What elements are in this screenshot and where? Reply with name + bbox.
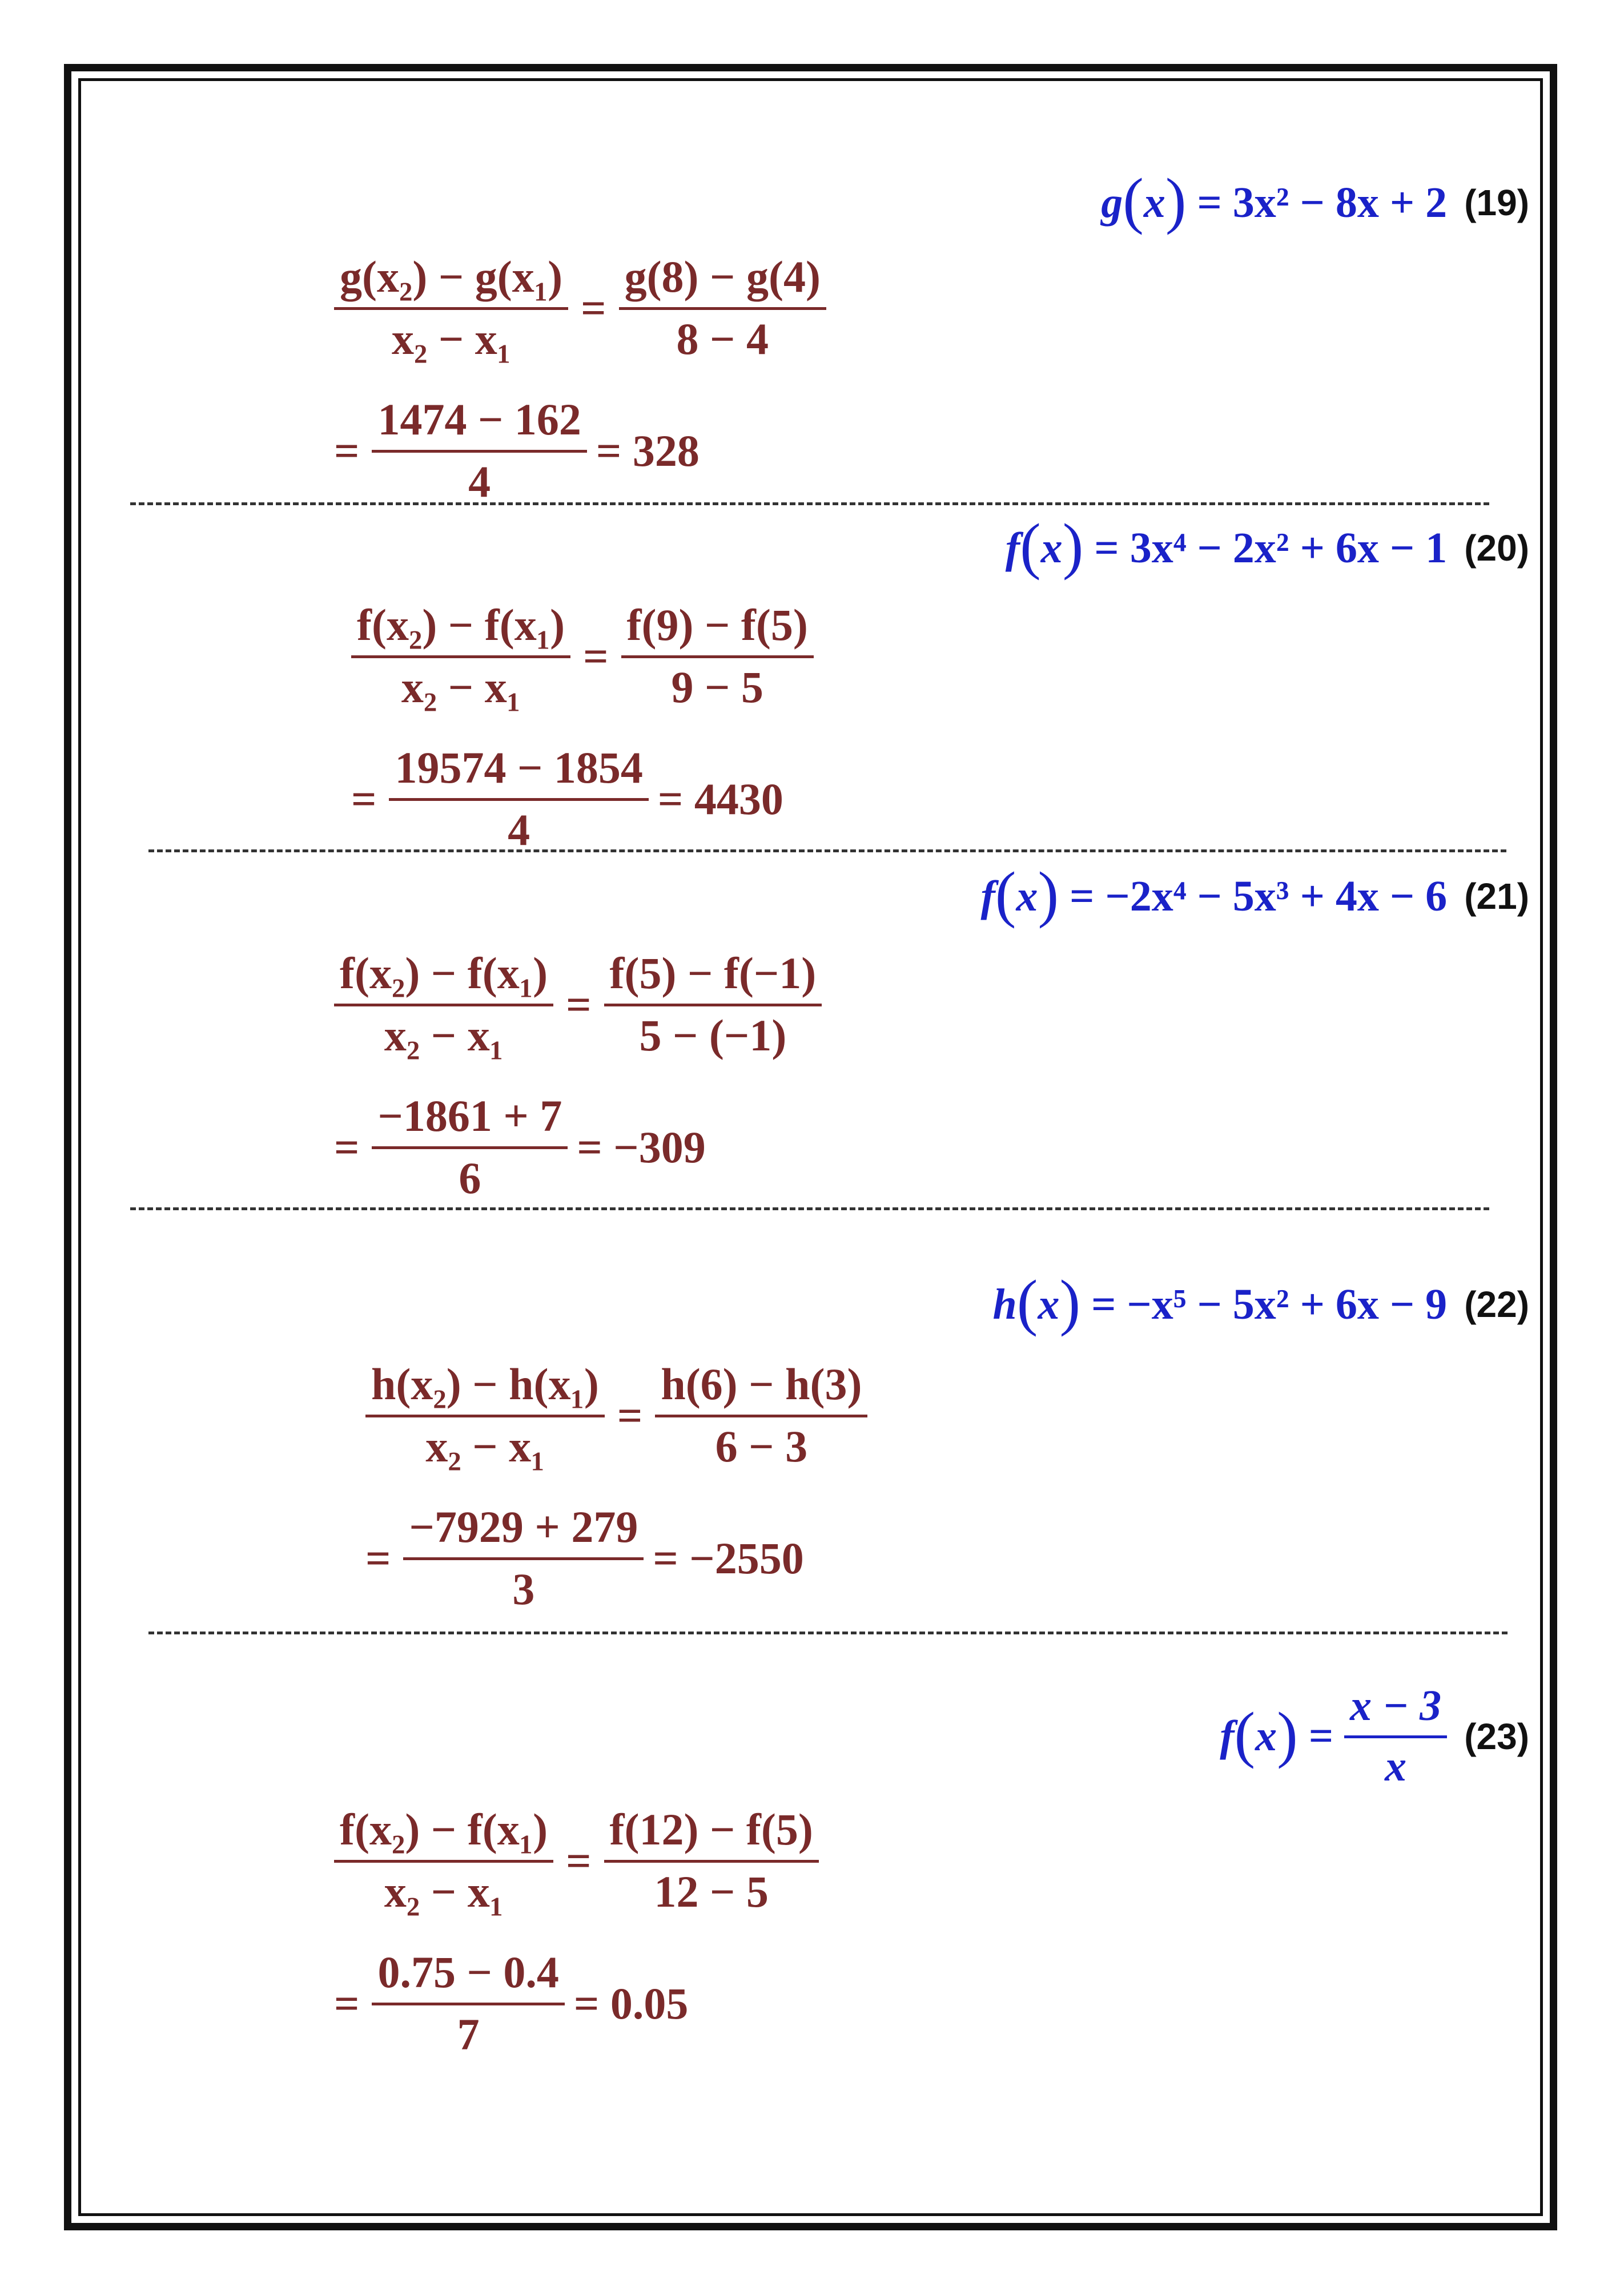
calc-numerator: −1861 + 7 <box>372 1090 568 1149</box>
result: = −2550 <box>653 1533 804 1583</box>
equals-sign: = <box>581 283 606 333</box>
problem-number: (21) <box>1464 876 1529 917</box>
problem-number: (23) <box>1464 1715 1529 1757</box>
rhs-denominator: 9 − 5 <box>671 662 763 712</box>
equals-sign: = <box>365 1533 391 1583</box>
lhs-fraction <box>351 599 570 713</box>
calc-denominator: 4 <box>508 805 530 855</box>
function-name: f <box>1005 523 1020 572</box>
rhs-fraction <box>604 1804 819 1918</box>
equals-sign: = <box>566 1835 592 1886</box>
calc-denominator: 7 <box>457 2009 480 2059</box>
function-rhs: = −x⁵ − 5x² + 6x − 9 <box>1091 1280 1448 1328</box>
lhs-numerator: g(x₂) − g(x₁) <box>334 251 568 310</box>
problem-20-calculation <box>351 742 783 856</box>
equals-sign: = <box>334 1978 360 2028</box>
rhs-numerator: f(9) − f(5) <box>621 599 814 658</box>
lhs-denominator: x₂ − x₁ <box>425 1421 545 1471</box>
problem-23-calculation <box>334 1947 688 2060</box>
calc-numerator: 19574 − 1854 <box>389 742 648 801</box>
problem-20-header <box>1005 511 1529 581</box>
problem-21-function: f ( x ) = −2x⁴ − 5x³ + 4x − 6 <box>980 859 1448 929</box>
equals-sign: = <box>566 979 592 1029</box>
lhs-numerator: f(x₂) − f(x₁) <box>351 599 570 658</box>
lhs-fraction <box>365 1359 605 1472</box>
problem-21-difference-quotient <box>334 948 822 1061</box>
problem-22-function: h ( x ) = −x⁵ − 5x² + 6x − 9 <box>992 1267 1448 1337</box>
problem-number: (19) <box>1464 182 1529 223</box>
function-name: h <box>992 1280 1017 1328</box>
function-name: f <box>980 872 995 920</box>
rhs-fraction <box>619 251 826 365</box>
separator-3 <box>130 1207 1489 1210</box>
rhs-fraction <box>604 948 822 1061</box>
rhs-numerator: g(8) − g(4) <box>619 251 826 310</box>
problem-23-difference-quotient <box>334 1804 819 1918</box>
lhs-fraction <box>334 1804 553 1918</box>
function-rhs-numerator: x − 3 <box>1344 1681 1447 1738</box>
problem-22-difference-quotient <box>365 1359 867 1472</box>
lhs-fraction <box>334 251 568 365</box>
problem-23-function: f ( x ) = $\frac{x - 3}{x}$ <box>1220 1681 1447 1791</box>
lhs-denominator: x₂ − x₁ <box>391 314 511 364</box>
calc-numerator: 0.75 − 0.4 <box>372 1947 564 2005</box>
equals-sign: = <box>583 631 609 681</box>
lhs-denominator: x₂ − x₁ <box>384 1867 504 1916</box>
problem-22-calculation <box>365 1501 804 1615</box>
result: = −309 <box>577 1122 706 1172</box>
problem-number: (22) <box>1464 1284 1529 1325</box>
calc-fraction <box>403 1501 644 1615</box>
function-name: f <box>1220 1712 1235 1760</box>
lhs-numerator: h(x₂) − h(x₁) <box>365 1359 605 1417</box>
equals-sign: = <box>334 1122 360 1172</box>
separator-1 <box>130 502 1489 505</box>
problem-number: (20) <box>1464 527 1529 569</box>
function-name: g <box>1101 178 1123 227</box>
equals-sign: = <box>351 774 377 824</box>
rhs-denominator: 5 − (−1) <box>639 1010 787 1060</box>
rhs-denominator: 6 − 3 <box>715 1421 808 1471</box>
result: = 328 <box>596 425 700 476</box>
problem-22-header <box>992 1267 1529 1337</box>
result: = 0.05 <box>573 1978 689 2028</box>
calc-fraction <box>372 394 586 507</box>
lhs-fraction <box>334 948 553 1061</box>
rhs-fraction <box>655 1359 867 1472</box>
function-rhs: = −2x⁴ − 5x³ + 4x − 6 <box>1070 872 1448 920</box>
calc-denominator: 4 <box>468 457 491 506</box>
problem-19-header <box>1101 166 1529 235</box>
separator-2 <box>148 849 1506 852</box>
rhs-numerator: h(6) − h(3) <box>655 1359 867 1417</box>
function-rhs: = 3x² − 8x + 2 <box>1197 178 1448 227</box>
lhs-numerator: f(x₂) − f(x₁) <box>334 948 553 1006</box>
rhs-numerator: f(5) − f(−1) <box>604 948 822 1006</box>
rhs-fraction <box>621 599 814 713</box>
equals-sign: = <box>617 1390 643 1440</box>
lhs-numerator: f(x₂) − f(x₁) <box>334 1804 553 1863</box>
calc-numerator: 1474 − 162 <box>372 394 586 453</box>
function-rhs-denominator: x <box>1385 1742 1407 1790</box>
result: = 4430 <box>657 774 783 824</box>
problem-21-calculation <box>334 1090 706 1204</box>
calc-numerator: −7929 + 279 <box>403 1501 644 1560</box>
problem-20-difference-quotient <box>351 599 814 713</box>
calc-fraction <box>372 1947 564 2060</box>
problem-20-function: f ( x ) = 3x⁴ − 2x² + 6x − 1 <box>1005 511 1448 581</box>
problem-19-function: g ( x ) = 3x² − 8x + 2 <box>1101 166 1448 235</box>
lhs-denominator: x₂ − x₁ <box>401 662 521 712</box>
problem-19-difference-quotient <box>334 251 826 365</box>
problem-21-header <box>980 859 1529 929</box>
function-rhs-fraction <box>1344 1681 1447 1791</box>
problem-19-calculation <box>334 394 700 507</box>
calc-fraction <box>389 742 648 856</box>
separator-4 <box>148 1632 1508 1634</box>
problem-23-header <box>1220 1681 1529 1791</box>
calc-denominator: 6 <box>459 1153 481 1203</box>
function-rhs: = 3x⁴ − 2x² + 6x − 1 <box>1094 523 1448 572</box>
rhs-denominator: 8 − 4 <box>676 314 769 364</box>
rhs-denominator: 12 − 5 <box>654 1867 769 1916</box>
equals-sign: = <box>334 425 360 476</box>
calc-fraction <box>372 1090 568 1204</box>
lhs-denominator: x₂ − x₁ <box>384 1010 504 1060</box>
rhs-numerator: f(12) − f(5) <box>604 1804 819 1863</box>
calc-denominator: 3 <box>512 1564 535 1614</box>
